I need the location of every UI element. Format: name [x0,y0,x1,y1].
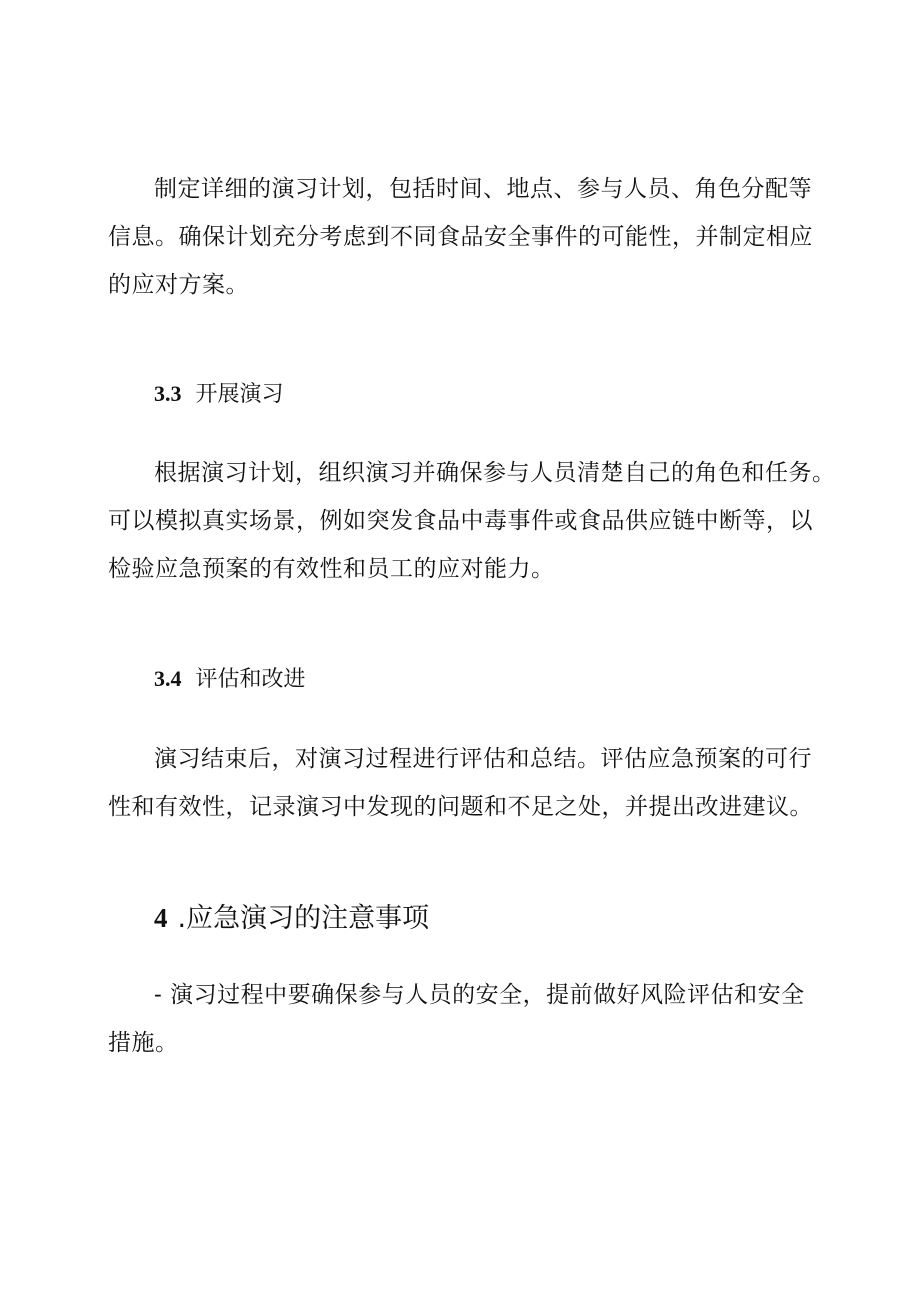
paragraph-line: 检验应急预案的有效性和员工的应对能力。 [108,556,555,582]
paragraph-line: 的应对方案。 [108,272,249,298]
paragraph-conduct-drill [108,449,836,593]
paragraph-line: 信息。确保计划充分考虑到不同食品安全事件的可能性，并制定相应 [108,224,813,250]
section-number: 3.3 [154,381,182,406]
paragraph-line: 可以模拟真实场景，例如突发食品中毒事件或食品供应链中断等，以 [108,508,813,534]
paragraph-line: 措施。 [108,1030,179,1056]
paragraph-line: 根据演习计划，组织演习并确保参与人员清楚自己的角色和任务。 [154,460,836,486]
section-title: .应急演习的注意事项 [177,903,430,934]
paragraph-line: - 演习过程中要确保参与人员的安全，提前做好风险评估和安全 [154,982,805,1008]
section-number: 4 [154,903,168,933]
section-heading-3-4 [154,664,306,695]
section-title: 开展演习 [195,382,284,407]
paragraph-safety-note [108,971,820,1067]
section-heading-3-3 [154,379,284,410]
paragraph-line: 制定详细的演习计划，包括时间、地点、参与人员、角色分配等 [154,176,812,202]
paragraph-line: 演习结束后，对演习过程进行评估和总结。评估应急预案的可行 [154,746,812,772]
paragraph-line: 性和有效性，记录演习中发现的问题和不足之处，并提出改进建议。 [108,794,813,820]
section-number: 3.4 [154,666,182,691]
paragraph-drill-plan [108,165,820,309]
section-title: 评估和改进 [195,667,306,692]
paragraph-evaluate-improve [108,735,820,831]
section-heading-4 [154,900,429,937]
